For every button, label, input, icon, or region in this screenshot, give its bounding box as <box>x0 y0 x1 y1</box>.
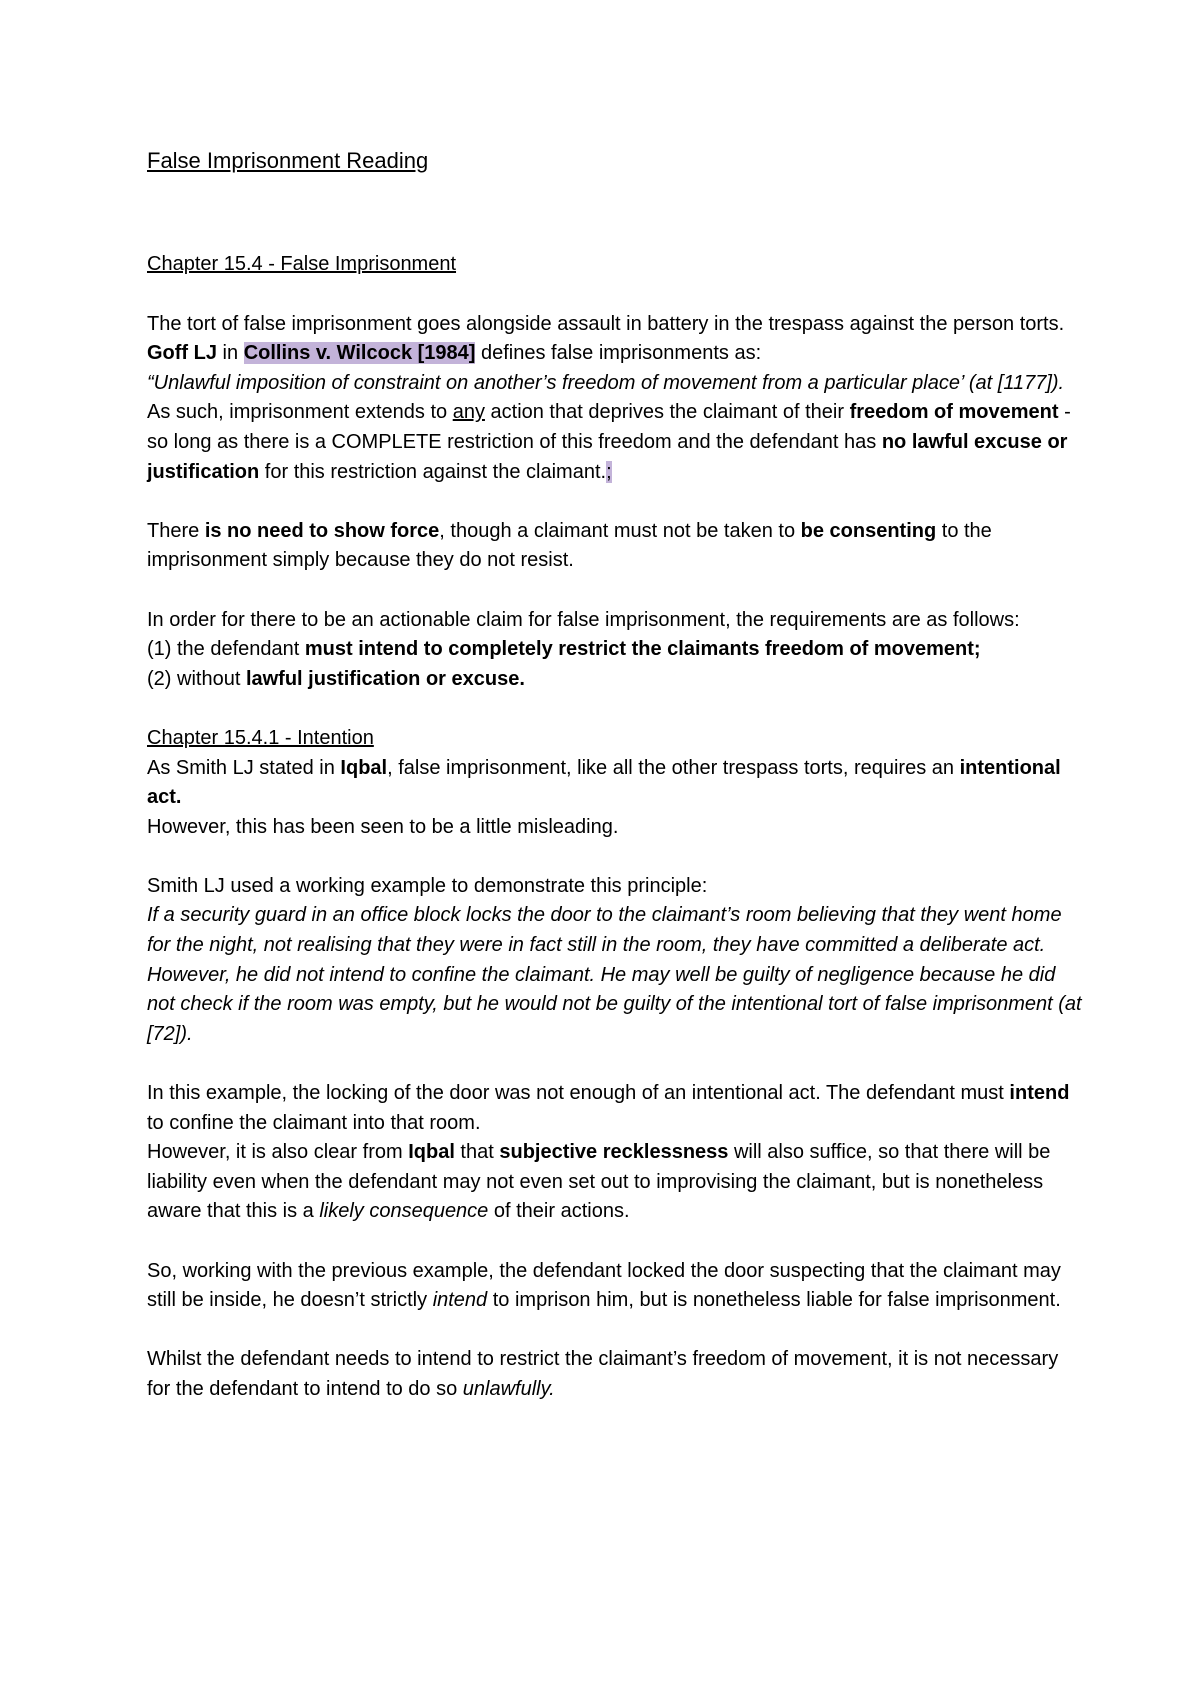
intention-section: Chapter 15.4.1 - Intention As Smith LJ stated in Iqbal, false imprisonment, like all the other trespass torts, requires an intentional act. However, this has been seen to be a little misleading. <box>147 724 1087 842</box>
requirements-paragraph: In order for there to be an actionable claim for false imprisonment, the requirements are as follows: (1) the defendant must intend to completely restrict the claimants freedom of movement; (2) without lawful justification or excuse. <box>147 606 1087 695</box>
scope-text: As such, imprisonment extends to any action that deprives the claimant of their freedom of movement - so long as there is a COMPLETE restriction of this freedom and the defendant has no lawful excuse or justification for this restriction against the claimant.; <box>147 401 1071 483</box>
example-quote-2: However, he did not intend to confine the claimant. He may well be guilty of negligence because he did not check if the room was empty, but he would not be guilty of the intentional tort of false imprisonment (at [72]). <box>147 963 1082 1045</box>
requirement-1: (1) the defendant must intend to completely restrict the claimants freedom of movement; <box>147 638 981 661</box>
intro-text: The tort of false imprisonment goes alongside assault in battery in the trespass against the person torts. Goff LJ in Collins v. Wilcock [1984] defines false imprisonments as: <box>147 312 1065 365</box>
definition-paragraph <box>147 310 1087 488</box>
section-heading-intention: Chapter 15.4.1 - Intention <box>147 726 374 749</box>
judge-name: Goff LJ <box>147 342 217 365</box>
highlight-mark: ; <box>606 460 612 483</box>
definition-quote: “Unlawful imposition of constraint on another’s freedom of movement from a particular place’ (at [1177]). <box>147 371 1065 394</box>
requirement-2: (2) without lawful justification or excuse. <box>147 667 525 690</box>
unlawfully-paragraph: Whilst the defendant needs to intend to restrict the claimant’s freedom of movement, it is not necessary for the defendant to intend to do so unlawfully. <box>147 1348 1059 1400</box>
section-heading-false-imprisonment: Chapter 15.4 - False Imprisonment <box>147 253 457 275</box>
force-paragraph: There is no need to show force, though a claimant must not be taken to be consenting to the imprisonment simply because they do not resist. <box>147 519 992 572</box>
case-iqbal: Iqbal <box>340 756 388 779</box>
recklessness-paragraph: In this example, the locking of the door was not enough of an intentional act. The defendant must intend to confine the claimant into that room. However, it is also clear from Iqbal that subjective recklessness will also suffice, so that there will be liability even when the defendant may not even set out to improvising the claimant, but is nonetheless aware that this is a likely consequence of their actions. <box>147 1082 1070 1223</box>
document-title: False Imprisonment Reading <box>147 148 429 173</box>
example-quote-1: If a security guard in an office block locks the door to the claimant’s room believing that they went home for the night, not realising that they were in fact still in the room, they have committed a deliberate act. <box>147 904 1062 957</box>
previous-example-paragraph: So, working with the previous example, the defendant locked the door suspecting that the claimant may still be inside, he doesn’t strictly intend to imprison him, but is nonetheless liable for false imprisonment. <box>147 1259 1061 1312</box>
case-citation-highlight: Collins v. Wilcock [1984] <box>243 342 476 365</box>
any-underlined: any <box>452 401 485 424</box>
document-page <box>147 146 1087 1434</box>
example-paragraph: Smith LJ used a working example to demonstrate this principle: If a security guard in an office block locks the door to the claimant’s room believing that they went home for the night, not realising that they were in fact still in the room, they have committed a deliberate act. However, he did not intend to confine the claimant. He may well be guilty of negligence because he did not check if the room was empty, but he would not be guilty of the intentional tort of false imprisonment (at [72]). <box>147 872 1087 1050</box>
